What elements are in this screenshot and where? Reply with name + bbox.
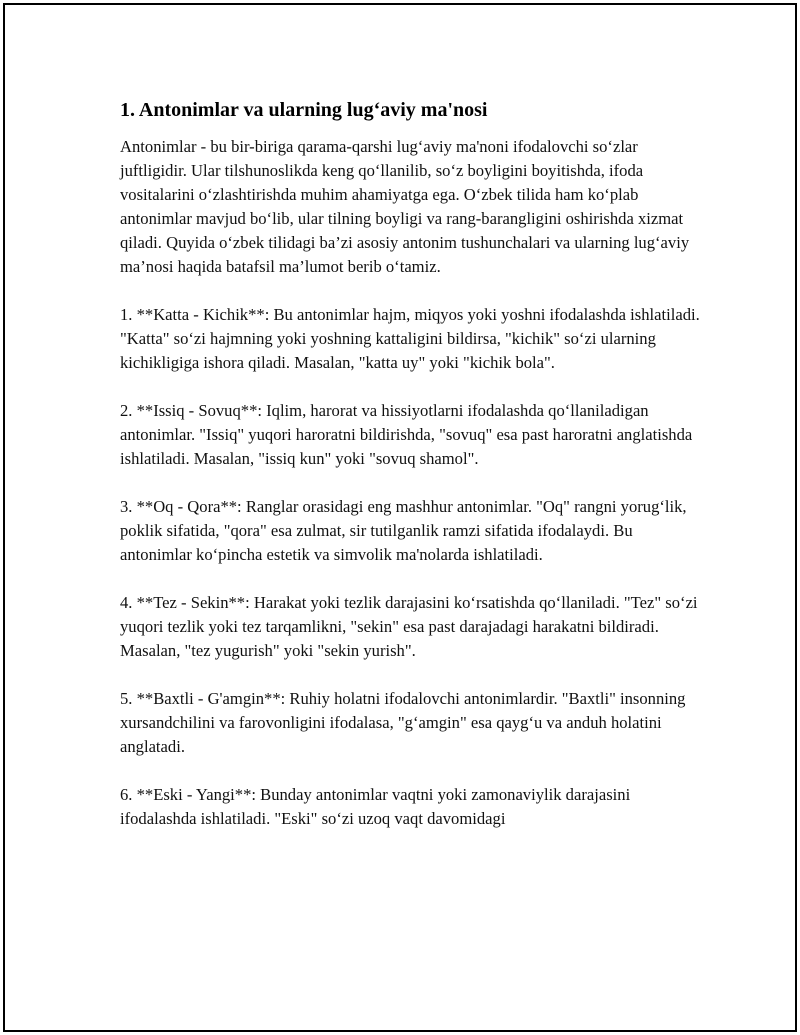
antonym-item-eski-yangi: 6. **Eski - Yangi**: Bunday antonimlar vaqtni yoki zamonaviylik darajasini ifodalashda ishlatiladi. "Eski" so‘zi uzoq vaqt davomidagi — [120, 785, 631, 828]
section-heading: 1. Antonimlar va ularning lug‘aviy ma'nosi — [120, 99, 488, 121]
document-body — [120, 97, 700, 855]
document-page — [3, 3, 797, 1032]
intro-paragraph: Antonimlar - bu bir-biriga qarama-qarshi lug‘aviy ma'noni ifodalovchi so‘zlar juftligidir. Ular tilshunoslikda keng qo‘llanilib, so‘z boyligini boyitishda, ifoda vositalarini o‘zlashtirishda muhim ahamiyatga ega. O‘zbek tilida ham ko‘plab antonimlar mavjud bo‘lib, ular tilning boyligi va rang-barangligini oshirishda xizmat qiladi. Quyida o‘zbek tilidagi ba’zi asosiy antonim tushunchalari va ularning lug‘aviy ma’nosi haqida batafsil ma’lumot berib o‘tamiz. — [120, 137, 690, 276]
antonym-item-issiq-sovuq: 2. **Issiq - Sovuq**: Iqlim, harorat va hissiyotlarni ifodalashda qo‘llaniladigan antonimlar. "Issiq" yuqori haroratni bildirishda, "sovuq" esa past haroratni anglatishda ishlatiladi. Masalan, "issiq kun" yoki "sovuq shamol". — [120, 401, 693, 468]
antonym-item-tez-sekin: 4. **Tez - Sekin**: Harakat yoki tezlik darajasini ko‘rsatishda qo‘llaniladi. "Tez" so‘zi yuqori tezlik yoki tez tarqamlikni, "sekin" esa past darajadagi harakatni bildiradi. Masalan, "tez yugurish" yoki "sekin yurish". — [120, 593, 698, 660]
antonym-item-baxtli-gamgin: 5. **Baxtli - G'amgin**: Ruhiy holatni ifodalovchi antonimlardir. "Baxtli" insonning xursandchilini va farovonligini ifodalasa, "g‘amgin" esa qayg‘u va anduh holatini anglatadi. — [120, 689, 686, 756]
antonym-item-oq-qora: 3. **Oq - Qora**: Ranglar orasidagi eng mashhur antonimlar. "Oq" rangni yorug‘lik, poklik sifatida, "qora" esa zulmat, sir tutilganlik ramzi sifatida ifodalaydi. Bu antonimlar ko‘pincha estetik va simvolik ma'nolarda ishlatiladi. — [120, 497, 687, 564]
antonym-item-katta-kichik: 1. **Katta - Kichik**: Bu antonimlar hajm, miqyos yoki yoshni ifodalashda ishlatiladi. "Katta" so‘zi hajmning yoki yoshning kattaligini bildirsa, "kichik" so‘zi ularning kichikligiga ishora qiladi. Masalan, "katta uy" yoki "kichik bola". — [120, 305, 700, 372]
